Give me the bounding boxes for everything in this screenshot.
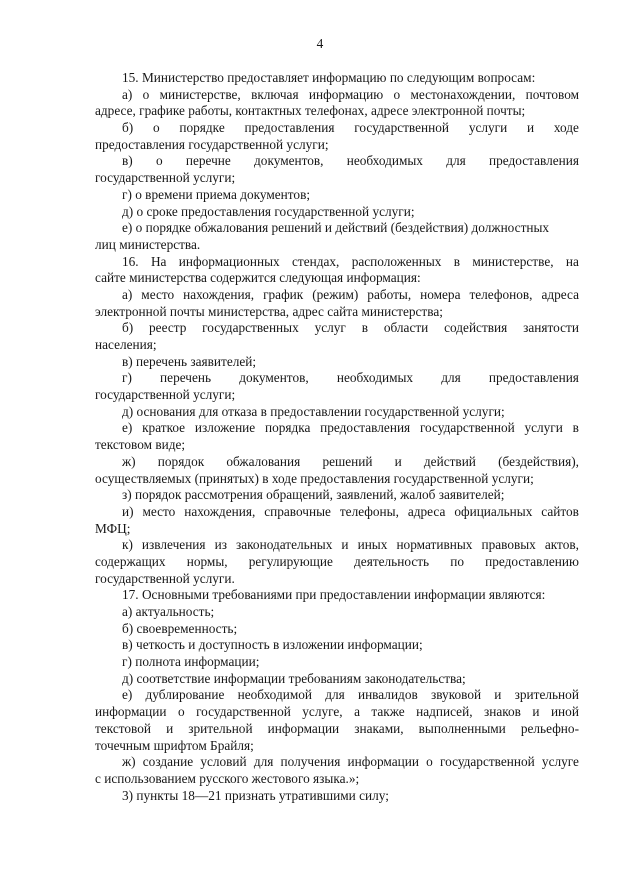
document-body bbox=[95, 70, 579, 804]
text-line: информации о государственной услуге, а также надписей, знаков и иной bbox=[95, 704, 579, 720]
text-line: точечным шрифтом Брайля; bbox=[95, 737, 254, 753]
text-line: в) перечень заявителей; bbox=[122, 353, 257, 369]
text-line: з) порядок рассмотрения обращений, заявлений, жалоб заявителей; bbox=[122, 487, 505, 503]
text-line: г) о времени приема документов; bbox=[122, 186, 311, 202]
text-line: предоставления государственной услуги; bbox=[95, 136, 329, 152]
text-line: ж) порядок обжалования решений и действий (бездействия), bbox=[122, 453, 579, 469]
text-line: е) дублирование необходимой для инвалидов звуковой и зрительной bbox=[122, 687, 579, 703]
text-line: г) перечень документов, необходимых для предоставления bbox=[122, 370, 579, 386]
text-line: 3) пункты 18—21 признать утратившими силу; bbox=[122, 787, 389, 803]
text-line: государственной услуги; bbox=[95, 387, 236, 403]
text-line: и) место нахождения, справочные телефоны, адреса официальных сайтов bbox=[122, 503, 579, 519]
text-line: е) краткое изложение порядка предоставления государственной услуги в bbox=[122, 420, 579, 436]
text-line: в) о перечне документов, необходимых для предоставления bbox=[122, 153, 579, 169]
text-line: сайте министерства содержится следующая информация: bbox=[95, 270, 421, 286]
text-line: а) актуальность; bbox=[122, 604, 215, 619]
text-line: адресе, графике работы, контактных телефонах, адресе электронной почты; bbox=[95, 103, 526, 119]
text-line: д) о сроке предоставления государственной услуги; bbox=[122, 203, 415, 219]
text-line: содержащих нормы, регулирующие деятельность по предоставлению bbox=[95, 553, 579, 569]
page-number: 4 bbox=[316, 36, 324, 51]
text-line: е) о порядке обжалования решений и действий (бездействия) должностных bbox=[122, 220, 550, 236]
text-line: 15. Министерство предоставляет информацию по следующим вопросам: bbox=[122, 70, 536, 85]
text-line: а) место нахождения, график (режим) работы, номера телефонов, адреса bbox=[122, 286, 579, 302]
text-line: электронной почты министерства, адрес сайта министерства; bbox=[95, 303, 443, 319]
text-line: а) о министерстве, включая информацию о местонахождении, почтовом bbox=[122, 86, 579, 102]
text-line: государственной услуги. bbox=[95, 570, 235, 586]
text-line: 16. На информационных стендах, расположенных в министерстве, на bbox=[122, 253, 579, 269]
text-line: с использованием русского жестового языка.»; bbox=[95, 770, 360, 786]
text-line: осуществляемых (принятых) в ходе предоставления государственной услуги; bbox=[95, 470, 534, 486]
text-line: б) реестр государственных услуг в области содействия занятости bbox=[122, 320, 579, 336]
text-line: текстовом виде; bbox=[95, 437, 186, 453]
text-line: текстовой и зрительной информации знаками, выполненными рельефно- bbox=[95, 720, 579, 736]
text-line: 17. Основными требованиями при предоставлении информации являются: bbox=[122, 587, 546, 603]
text-line: лиц министерства. bbox=[95, 236, 201, 252]
text-line: б) своевременность; bbox=[122, 620, 238, 636]
text-line: государственной услуги; bbox=[95, 170, 236, 186]
text-line: МФЦ; bbox=[95, 520, 131, 536]
text-line: д) основания для отказа в предоставлении государственной услуги; bbox=[122, 403, 505, 419]
text-line: населения; bbox=[95, 337, 157, 352]
text-line: к) извлечения из законодательных и иных нормативных правовых актов, bbox=[122, 537, 579, 553]
text-line: г) полнота информации; bbox=[122, 654, 260, 670]
text-line: д) соответствие информации требованиям законодательства; bbox=[122, 670, 466, 686]
text-line: б) о порядке предоставления государственной услуги и ходе bbox=[122, 120, 579, 136]
text-line: в) четкость и доступность в изложении информации; bbox=[122, 637, 423, 653]
text-line: ж) создание условий для получения информации о государственной услуге bbox=[122, 754, 579, 770]
